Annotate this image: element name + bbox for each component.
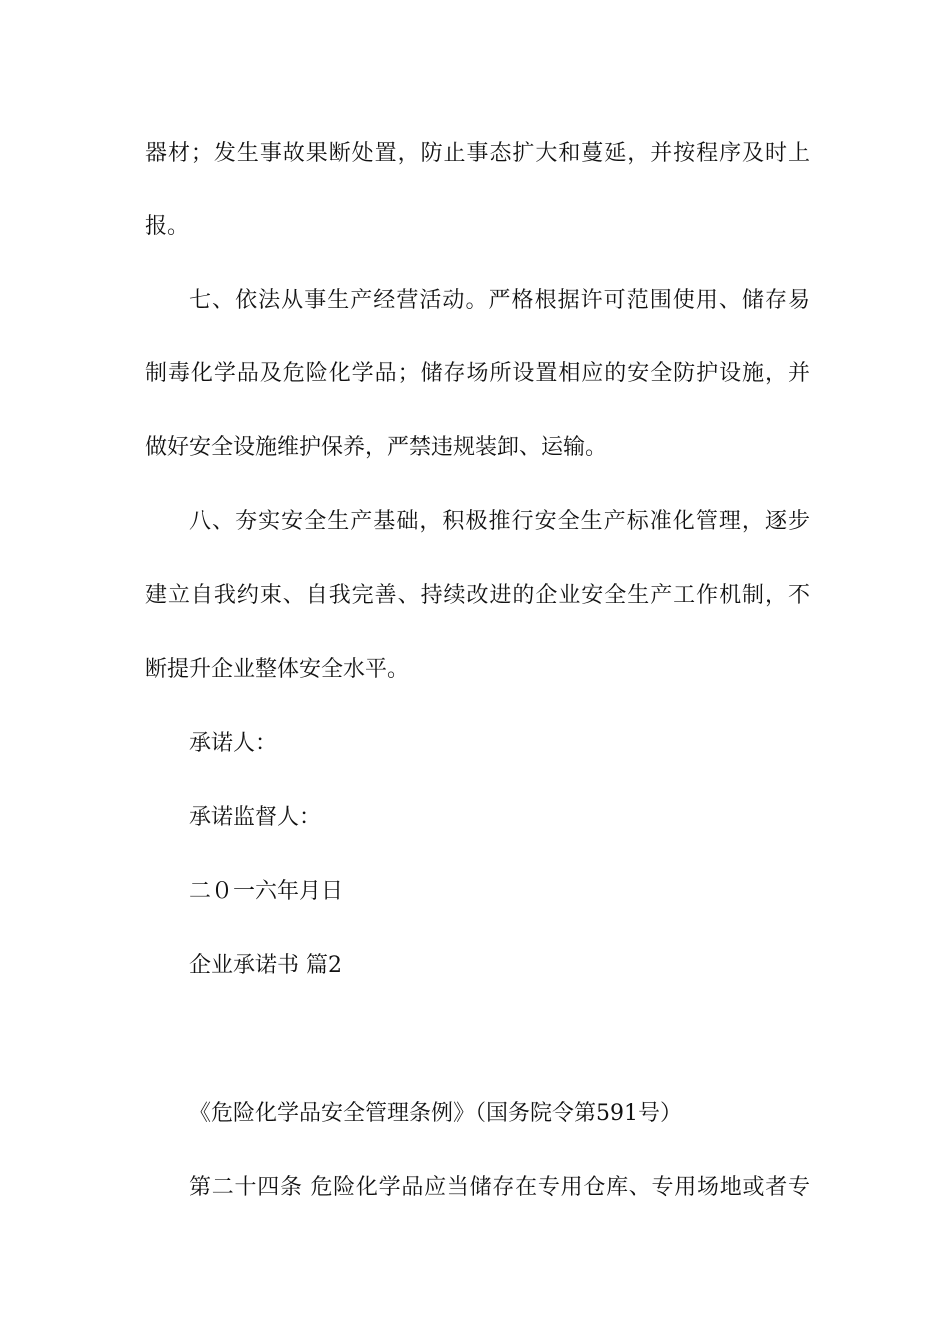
paragraph-line: 断提升企业整体安全水平。 [145,657,410,682]
paragraph-line: 七、依法从事生产经营活动。严格根据许可范围使用、储存易 [189,288,810,313]
paragraph-line: 报。 [145,214,190,239]
paragraph-line: 第二十四条 危险化学品应当储存在专用仓库、专用场地或者专 [189,1175,810,1200]
section-title: 企业承诺书 篇2 [189,953,342,978]
paragraph-line: 器材；发生事故果断处置，防止事态扩大和蔓延，并按程序及时上 [145,141,810,166]
paragraph-line: 制毒化学品及危险化学品；储存场所设置相应的安全防护设施，并 [145,361,810,386]
paragraph-line: 八、夯实安全生产基础，积极推行安全生产标准化管理，逐步 [189,509,810,534]
paragraph-line: 建立自我约束、自我完善、持续改进的企业安全生产工作机制，不 [145,583,810,608]
signature-label-supervisor: 承诺监督人： [189,805,322,830]
paragraph-line: 做好安全设施维护保养，严禁违规装卸、运输。 [145,435,608,460]
regulation-title: 《危险化学品安全管理条例》（国务院令第591号） [189,1101,682,1126]
signature-label-promisor: 承诺人： [189,731,278,756]
date-line: 二０一六年月日 [189,879,344,904]
